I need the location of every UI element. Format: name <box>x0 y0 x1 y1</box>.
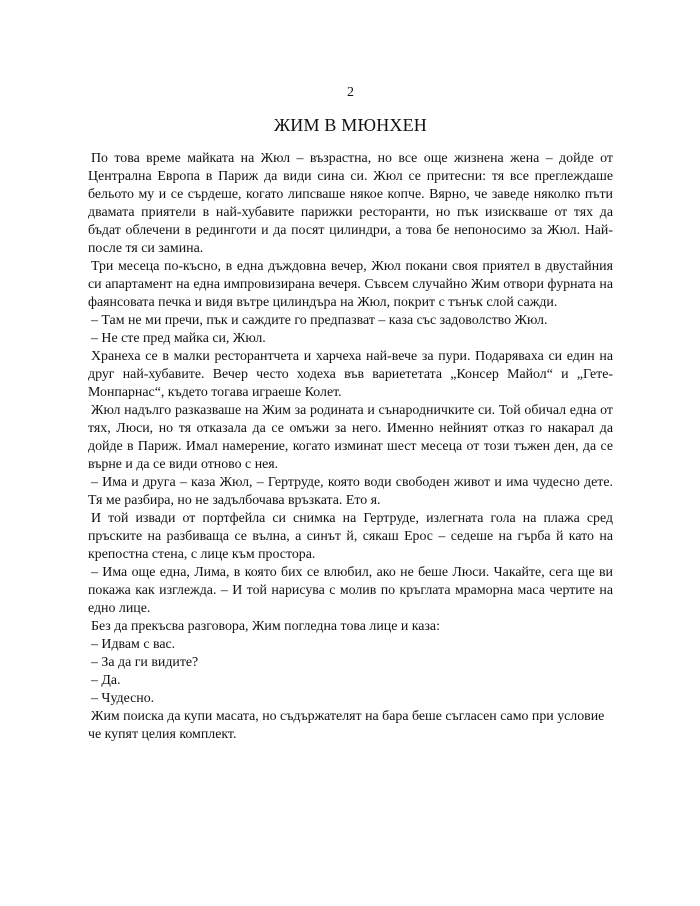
paragraph-rainy-evening: Три месеца по-късно, в една дъждовна вечер, Жюл покани своя приятел в двустайния си апартамент на една импровизирана вечеря. Съвсем случайно Жим отвори фурната на фаянсовата печка и видя вътре цилиндъра на Жюл, покрит с тънък слой сажди. <box>88 259 613 310</box>
paragraph-mother-visit: По това време майката на Жюл – възрастна, но все още жизнена жена – дойде от Централна Европа в Париж да види сина си. Жюл се притесни: тя все преглеждаше бельото му и се сърдеше, когато липсваше някое копче. Вярно, че заведе няколко пъти двамата приятели в най-хубавите парижки ресторанти, но пък изискваше от тях да бъдат облечени в рединготи и да посят цилиндри, а това бе непоносимо за Жюл. Най-после тя си замина. <box>88 151 613 256</box>
paragraph-dialogue-line: – Има и друга – каза Жюл, – Гертруде, която води свободен живот и има чудесно дете. Тя ме разбира, но не задълбочава връзката. Ето я. <box>88 475 613 508</box>
paragraph-dialogue-line: – Чудесно. <box>91 691 155 706</box>
paragraph-homeland: Жюл надълго разказваше на Жим за родината и сънародничките си. Той обичал една от тях, Люси, но тя отказала да се омъжи за него. Именно нейният отказ го накарал да дойде в Париж. Имал намерение, когато изминат шест месеца от този тъжен ден, да се върне и да се види отново с нея. <box>88 403 613 472</box>
paragraph-dialogue-line: – Там не ми пречи, пък и саждите го предпазват – каза със задоволство Жюл. <box>91 313 548 328</box>
paragraph-table-purchase: Жим поиска да купи масата, но съдържателят на бара беше съгласен само при условие че купят целия комплект. <box>88 709 605 742</box>
chapter-number: 2 <box>347 85 354 100</box>
chapter-body <box>88 150 613 744</box>
paragraph-narration: Без да прекъсва разговора, Жим погледна това лице и каза: <box>91 619 440 634</box>
paragraph-restaurants: Хранеха се в малки ресторантчета и харчеха най-вече за пури. Подаряваха си един на друг най-хубавите. Вечер често ходеха във вариететата „Консер Майол“ и „Гете-Монпарнас“, където тогава играеше Колет. <box>88 349 613 400</box>
paragraph-photo: И той извади от портфейла си снимка на Гертруде, излегната гола на плажа сред пръските на разбиваща се вълна, а синът й, сякаш Ерос – седеше на гърба й като на крепостна стена, с лице към простора. <box>88 511 613 562</box>
paragraph-dialogue-line: – Идвам с вас. <box>91 637 176 652</box>
paragraph-dialogue-line: – Има още една, Лима, в която бих се влюбил, ако не беше Люси. Чакайте, сега ще ви покажа как изглежда. – И той нарисува с молив по кръглата мраморна маса чертите на едно лице. <box>88 565 613 616</box>
paragraph-dialogue-line: – Не сте пред майка си, Жюл. <box>91 331 266 346</box>
chapter-title: ЖИМ В МЮНХЕН <box>273 115 428 135</box>
paragraph-dialogue-line: – Да. <box>91 673 121 688</box>
paragraph-dialogue-line: – За да ги видите? <box>91 655 199 670</box>
